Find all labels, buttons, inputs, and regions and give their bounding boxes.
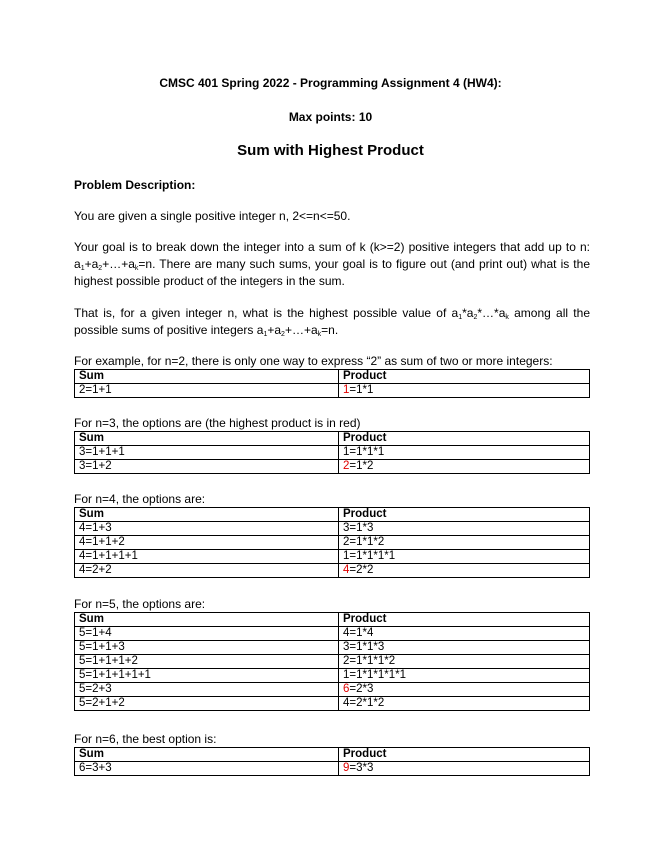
table-row [75,522,590,536]
sum-cell: 4=1+1+1+1 [75,550,339,564]
product-expression: =1*2 [349,460,374,472]
product-value: 2 [343,536,350,548]
table-header-row [75,748,590,762]
product-cell [339,564,590,578]
sum-cell: 4=1+1+2 [75,536,339,550]
table-row [75,460,590,474]
product-cell [339,536,590,550]
product-value: 3 [343,522,350,534]
sum-cell: 5=1+1+1+2 [75,655,339,669]
table-n4 [74,507,590,578]
table-n6 [74,747,590,776]
product-expression: =1*4 [349,627,374,639]
highest-product-value: 9 [343,762,350,774]
product-value: 4 [343,627,350,639]
table-n5 [74,612,590,711]
product-column-header: Product [339,370,590,384]
product-expression: =1*1*3 [349,641,385,653]
table-row [75,697,590,711]
sum-cell: 5=1+1+3 [75,641,339,655]
product-expression: =1*1*1 [349,446,385,458]
sum-cell: 5=2+3 [75,683,339,697]
goal-line-3: highest possible product of the integers in the sum. [74,274,345,288]
product-cell [339,384,590,398]
product-expression: =1*1*2 [349,536,385,548]
course-title: CMSC 401 Spring 2022 - Programming Assignment 4 (HW4): [159,76,502,90]
product-column-header: Product [339,748,590,762]
sum-column-header: Sum [75,370,339,384]
product-expression: =1*1*1*1 [349,550,396,562]
table-header-row [75,370,590,384]
table-5-intro: For n=6, the best option is: [74,732,217,746]
sum-column-header: Sum [75,613,339,627]
goal-paragraph [74,239,590,290]
sum-cell: 3=1+2 [75,460,339,474]
table-1-intro: For example, for n=2, there is only one way to express “2” as sum of two or more integers: [74,354,553,368]
product-expression: =3*3 [349,762,374,774]
product-column-header: Product [339,508,590,522]
max-points: Max points: 10 [288,110,373,124]
sum-column-header: Sum [75,432,339,446]
problem-heading: Problem Description: [74,178,196,192]
product-expression: =2*2 [349,564,374,576]
product-value: 1 [343,446,350,458]
sum-column-header: Sum [75,748,339,762]
product-cell [339,627,590,641]
product-value: 1 [343,669,350,681]
table-row [75,669,590,683]
product-cell [339,460,590,474]
goal-line-2: $a_1+a_2+\dots+a_k=n$. There are many such sums, your goal is to figure out (and print out) what is the [74,257,590,272]
table-row [75,564,590,578]
product-cell [339,697,590,711]
sum-cell: 4=2+2 [75,564,339,578]
product-cell [339,655,590,669]
product-expression: =1*1*1*1*1 [349,669,407,681]
table-row [75,446,590,460]
product-expression: =2*3 [349,683,374,695]
table-row [75,762,590,776]
highest-product-value: 1 [343,384,350,396]
that-is-line-2: possible sums of positive integers $a_1+a_2+\dots+a_k=n$. [74,323,339,338]
product-cell [339,522,590,536]
table-row [75,550,590,564]
product-value: 3 [343,641,350,653]
table-2-intro: For n=3, the options are (the highest product is in red) [74,416,361,430]
that-is-line-1: That is, for a given integer n, what is the highest possible value of $a_1*a_2*\dots*a_k$ among all the [74,306,590,321]
sum-cell: 5=1+4 [75,627,339,641]
product-expression: =1*1*1*2 [349,655,396,667]
table-header-row [75,613,590,627]
product-expression: =1*3 [349,522,374,534]
table-row [75,384,590,398]
table-row [75,683,590,697]
product-expression: =2*1*2 [349,697,385,709]
table-row [75,536,590,550]
given-paragraph: You are given a single positive integer n, 2<=n<=50. [74,209,351,223]
product-cell [339,446,590,460]
sum-cell: 5=1+1+1+1+1 [75,669,339,683]
that-is-paragraph [74,305,590,339]
product-column-header: Product [339,613,590,627]
page-title: Sum with Highest Product [237,142,424,159]
product-cell [339,683,590,697]
highest-product-value: 4 [343,564,350,576]
product-cell [339,762,590,776]
sum-cell: 3=1+1+1 [75,446,339,460]
table-row [75,627,590,641]
table-header-row [75,432,590,446]
sum-column-header: Sum [75,508,339,522]
sum-cell: 4=1+3 [75,522,339,536]
table-n2 [74,369,590,398]
table-row [75,641,590,655]
table-n3 [74,431,590,474]
sum-cell: 6=3+3 [75,762,339,776]
highest-product-value: 2 [343,460,350,472]
product-cell [339,641,590,655]
product-value: 1 [343,550,350,562]
table-header-row [75,508,590,522]
goal-line-1: Your goal is to break down the integer into a sum of k (k>=2) positive integers that add up to n: [74,240,590,254]
table-row [75,655,590,669]
product-value: 4 [343,697,350,709]
product-column-header: Product [339,432,590,446]
highest-product-value: 6 [343,683,350,695]
table-3-intro: For n=4, the options are: [74,492,206,506]
sum-cell: 2=1+1 [75,384,339,398]
product-cell [339,669,590,683]
product-expression: =1*1 [349,384,374,396]
product-value: 2 [343,655,350,667]
table-4-intro: For n=5, the options are: [74,597,206,611]
product-cell [339,550,590,564]
sum-cell: 5=2+1+2 [75,697,339,711]
